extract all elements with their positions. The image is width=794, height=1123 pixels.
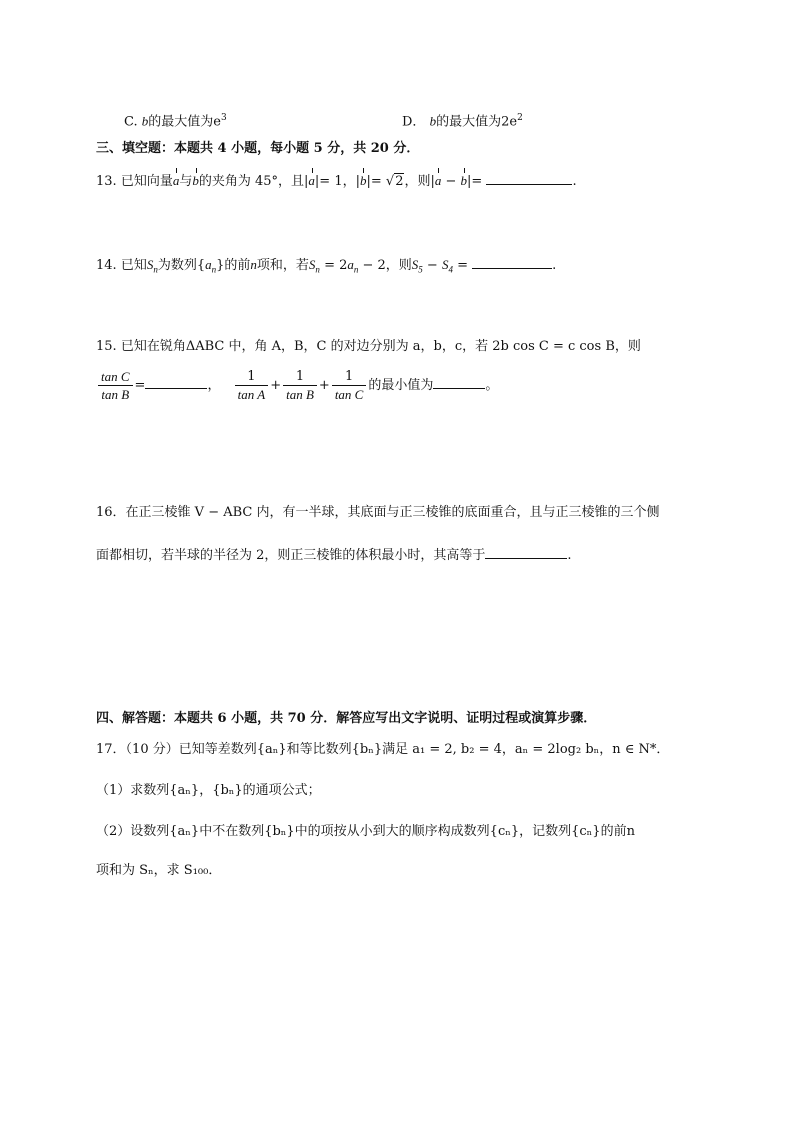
s-n-2: $S_n$: [308, 257, 320, 275]
option-d-text: 的最大值为: [436, 114, 502, 130]
q14-text6: =: [457, 258, 469, 273]
answer-blank-14[interactable]: [472, 256, 552, 269]
question-13: 13. 已知向量a与b的夹角为 45°，且|a|= 1，|b|= √2，则|a − b|= .: [96, 173, 577, 189]
q13-text7: |=: [467, 174, 483, 189]
q13-text6: ，则|: [404, 174, 435, 189]
option-d: [402, 109, 523, 131]
plus-sign-2: +: [318, 378, 330, 393]
fraction-tanC-tanB: [98, 368, 133, 403]
frac-c-numerator: 1: [332, 368, 367, 386]
s-5: $S_5$: [411, 257, 423, 275]
option-d-label: D．: [402, 114, 426, 130]
frac1-numerator: tan C: [98, 368, 133, 386]
option-c-value: e: [213, 114, 221, 130]
question-16-line2: [96, 546, 572, 565]
answer-blank-13[interactable]: [486, 172, 572, 185]
vector-a-3: a: [434, 173, 442, 188]
option-d-exp: 2: [517, 113, 523, 123]
a-n: $a_n$: [205, 257, 217, 275]
frac-c-denominator: tan C: [334, 387, 364, 402]
q14-end: .: [552, 258, 557, 273]
var-n: n: [250, 257, 257, 272]
q14-number: 14.: [96, 258, 117, 273]
vector-b: b: [192, 173, 199, 188]
question-17-part1: （1）求数列{aₙ}，{bₙ}的通项公式；: [96, 783, 321, 798]
q13-end: .: [572, 174, 577, 189]
q13-text4: |= 1，|: [314, 174, 360, 189]
answer-blank-15a[interactable]: [145, 376, 207, 389]
q15-comma: ，: [207, 378, 221, 393]
question-17-stem: 17．（10 分）已知等差数列{aₙ}和等比数列{bₙ}满足 a₁ = 2, b₂ = 4，aₙ = 2log₂ bₙ，n ∈ N*．: [96, 742, 670, 757]
vector-b-3: b: [460, 173, 468, 188]
q13-number: 13.: [96, 174, 117, 189]
sqrt-radicand: 2: [395, 174, 404, 189]
q14-text2: 为数列{: [157, 258, 206, 273]
option-d-var: b: [429, 113, 437, 129]
q14-eq: = 2: [324, 258, 348, 273]
q15-number: 15.: [96, 339, 117, 354]
q13-text: 已知向量: [120, 174, 173, 189]
fraction-1-tanC: [332, 368, 367, 403]
q14-text3: }的前: [216, 258, 251, 273]
q16-end: .: [567, 548, 572, 563]
option-c-label: C.: [124, 114, 138, 130]
frac-a-numerator: 1: [235, 368, 269, 386]
frac-a-denominator: tan A: [237, 387, 266, 402]
question-17-part2-line2: 项和为 Sₙ，求 S₁₀₀．: [96, 863, 222, 878]
a-n-2: $a_n$: [347, 257, 359, 275]
q14-text5: − 2，则: [362, 258, 412, 273]
section3-heading: 三、填空题：本题共 4 小题，每小题 5 分，共 20 分．: [96, 141, 420, 156]
s-4: $S_4$: [441, 257, 453, 275]
vector-b-2: b: [359, 173, 367, 188]
answer-blank-15b[interactable]: [433, 376, 485, 389]
q13-text5: |=: [366, 174, 382, 189]
vector-a: a: [172, 173, 180, 188]
q13-text2: 与: [179, 174, 193, 189]
option-c: [124, 109, 227, 131]
option-c-exp: 3: [220, 113, 227, 123]
question-14: 14. 已知$S_n$为数列$\{a_n\}$的前n项和，若$S_n = 2a_n - 2$，则$S_5 - S_4$ = .: [96, 257, 557, 275]
q14-text1: 已知: [120, 258, 147, 273]
frac-b-numerator: 1: [283, 368, 317, 386]
option-d-value: 2e: [501, 114, 518, 130]
q15-text2: 的最小值为: [368, 378, 434, 393]
question-15: [96, 338, 641, 356]
question-17-part2-line1: （2）设数列{aₙ}中不在数列{bₙ}中的项按从小到大的顺序构成数列{cₙ}，记数列{cₙ}的前n: [96, 824, 635, 839]
sqrt-2: √2: [385, 174, 404, 189]
section4-heading: 四、解答题：本题共 6 小题，共 70 分．解答应写出文字说明、证明过程或演算步骤．: [96, 711, 597, 726]
option-c-text: 的最大值为: [148, 114, 214, 130]
q15-stem: 已知在锐角ΔABC 中，角 A，B，C 的对边分别为 a，b，c，若 2b cos C = c cos B，则: [120, 339, 641, 354]
q15-end: 。: [485, 378, 499, 393]
plus-sign-1: +: [270, 378, 282, 393]
s-n: $S_n$: [146, 257, 158, 275]
question-16-line1: 16．在正三棱锥 V − ABC 内，有一半球，其底面与正三棱锥的底面重合，且与正三棱锥的三个侧: [96, 505, 660, 520]
q15-eq: =: [134, 378, 146, 393]
q13-text3: 的夹角为 45°，且|: [198, 174, 309, 189]
answer-blank-16[interactable]: [485, 546, 567, 559]
frac-b-denominator: tan B: [286, 387, 314, 402]
option-c-var: b: [141, 113, 149, 129]
fraction-1-tanB: [283, 368, 317, 403]
vector-a-2: a: [308, 173, 315, 188]
frac1-denominator: tan B: [101, 387, 130, 402]
question-15-line2: [96, 366, 498, 406]
q14-text4: 项和，若: [256, 258, 309, 273]
q16-text: 面都相切，若半球的半径为 2，则正三棱锥的体积最小时，其高等于: [96, 548, 486, 563]
fraction-1-tanA: [235, 368, 269, 403]
